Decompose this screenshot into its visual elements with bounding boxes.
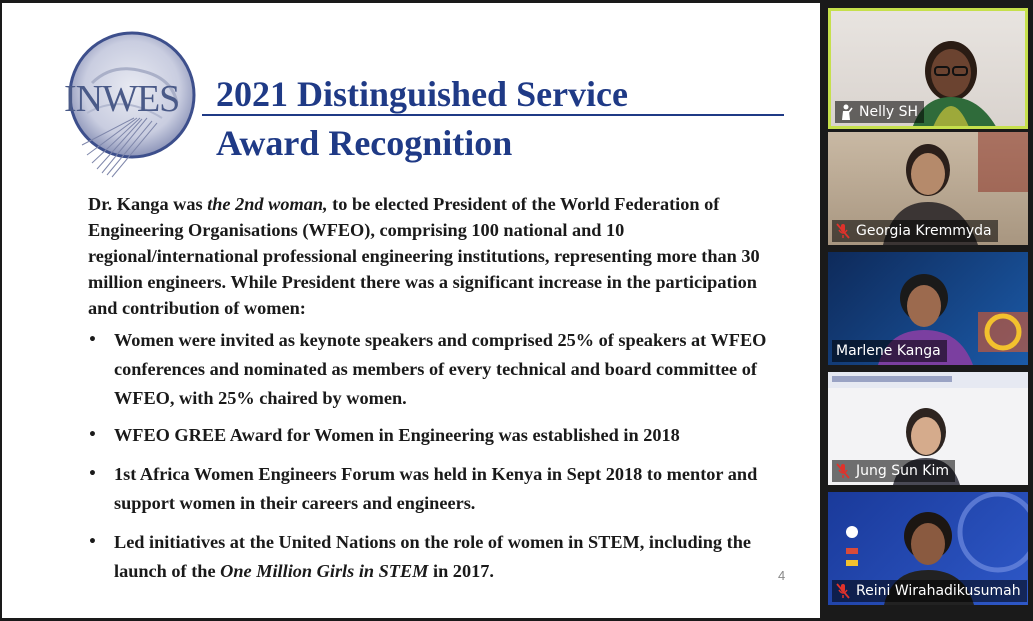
mic-muted-icon: [836, 463, 850, 479]
participant-name: Nelly SH: [859, 104, 919, 120]
title-divider: [202, 114, 784, 116]
slide-title-line-1: 2021 Distinguished Service: [216, 74, 629, 114]
bullet-item: [88, 528, 788, 586]
mic-muted-icon: [836, 583, 850, 599]
participant-tile-reini[interactable]: [828, 492, 1028, 605]
mic-muted-icon: [836, 223, 850, 239]
participant-nameplate: [832, 340, 947, 362]
bullet-marker: •: [88, 427, 97, 443]
bullet-item: [88, 460, 788, 518]
slide-title-line-2: Award Recognition: [216, 123, 513, 163]
participant-tile-jung[interactable]: [828, 372, 1028, 485]
intro-paragraph: [88, 191, 788, 321]
intro-text-2: to be elected President of the World Federation of Engineering Organisations (WFEO), comprising 100 national and 10 regional/international professional engineering institutions, representing more than 30 million engineers. While President there was a significant increase in the participation and contribution of women:: [88, 194, 760, 318]
participant-nameplate: [832, 580, 1027, 602]
participant-tile-georgia[interactable]: [828, 132, 1028, 245]
bullet-marker: •: [88, 332, 97, 348]
bullet-text: 1st Africa Women Engineers Forum was held in Kenya in Sept 2018 to mentor and support women in their careers and engineers.: [114, 464, 758, 513]
bullet-text-start: Led initiatives at the United Nations on the role of women in STEM, including the launch of the: [114, 532, 752, 581]
participant-name: Marlene Kanga: [836, 343, 941, 359]
person-hand-icon: [839, 104, 853, 120]
intro-emphasis: the 2nd woman,: [207, 194, 328, 214]
participant-nameplate: [832, 220, 998, 242]
bullet-text: WFEO GREE Award for Women in Engineering was established in 2018: [114, 425, 680, 445]
bullet-marker: •: [88, 466, 97, 482]
intro-text-1: Dr. Kanga was: [88, 194, 208, 214]
participant-nameplate: [832, 460, 955, 482]
bullet-text: Women were invited as keynote speakers and comprised 25% of speakers at WFEO conferences and nominated as members of every technical and board committee of WFEO, with 25% chaired by women.: [114, 330, 767, 408]
participant-tile-nelly[interactable]: [828, 8, 1028, 129]
bullet-item: [88, 421, 788, 450]
bullet-text: [114, 532, 751, 581]
participant-name: Reini Wirahadikusumah: [856, 583, 1021, 599]
bullet-text-end: in 2017.: [428, 561, 494, 581]
participant-nameplate: [835, 101, 924, 123]
bullet-item: [88, 326, 788, 413]
logo-wordmark: INWES: [64, 78, 180, 120]
bullet-list: [88, 326, 788, 586]
bullet-emphasis: One Million Girls in STEM: [220, 561, 429, 581]
participant-tile-marlene[interactable]: [828, 252, 1028, 365]
participant-name: Jung Sun Kim: [856, 463, 950, 479]
bullet-marker: •: [88, 534, 97, 550]
participant-name: Georgia Kremmyda: [856, 223, 992, 239]
presentation-slide: [2, 3, 820, 618]
page-number: 4: [778, 568, 786, 583]
